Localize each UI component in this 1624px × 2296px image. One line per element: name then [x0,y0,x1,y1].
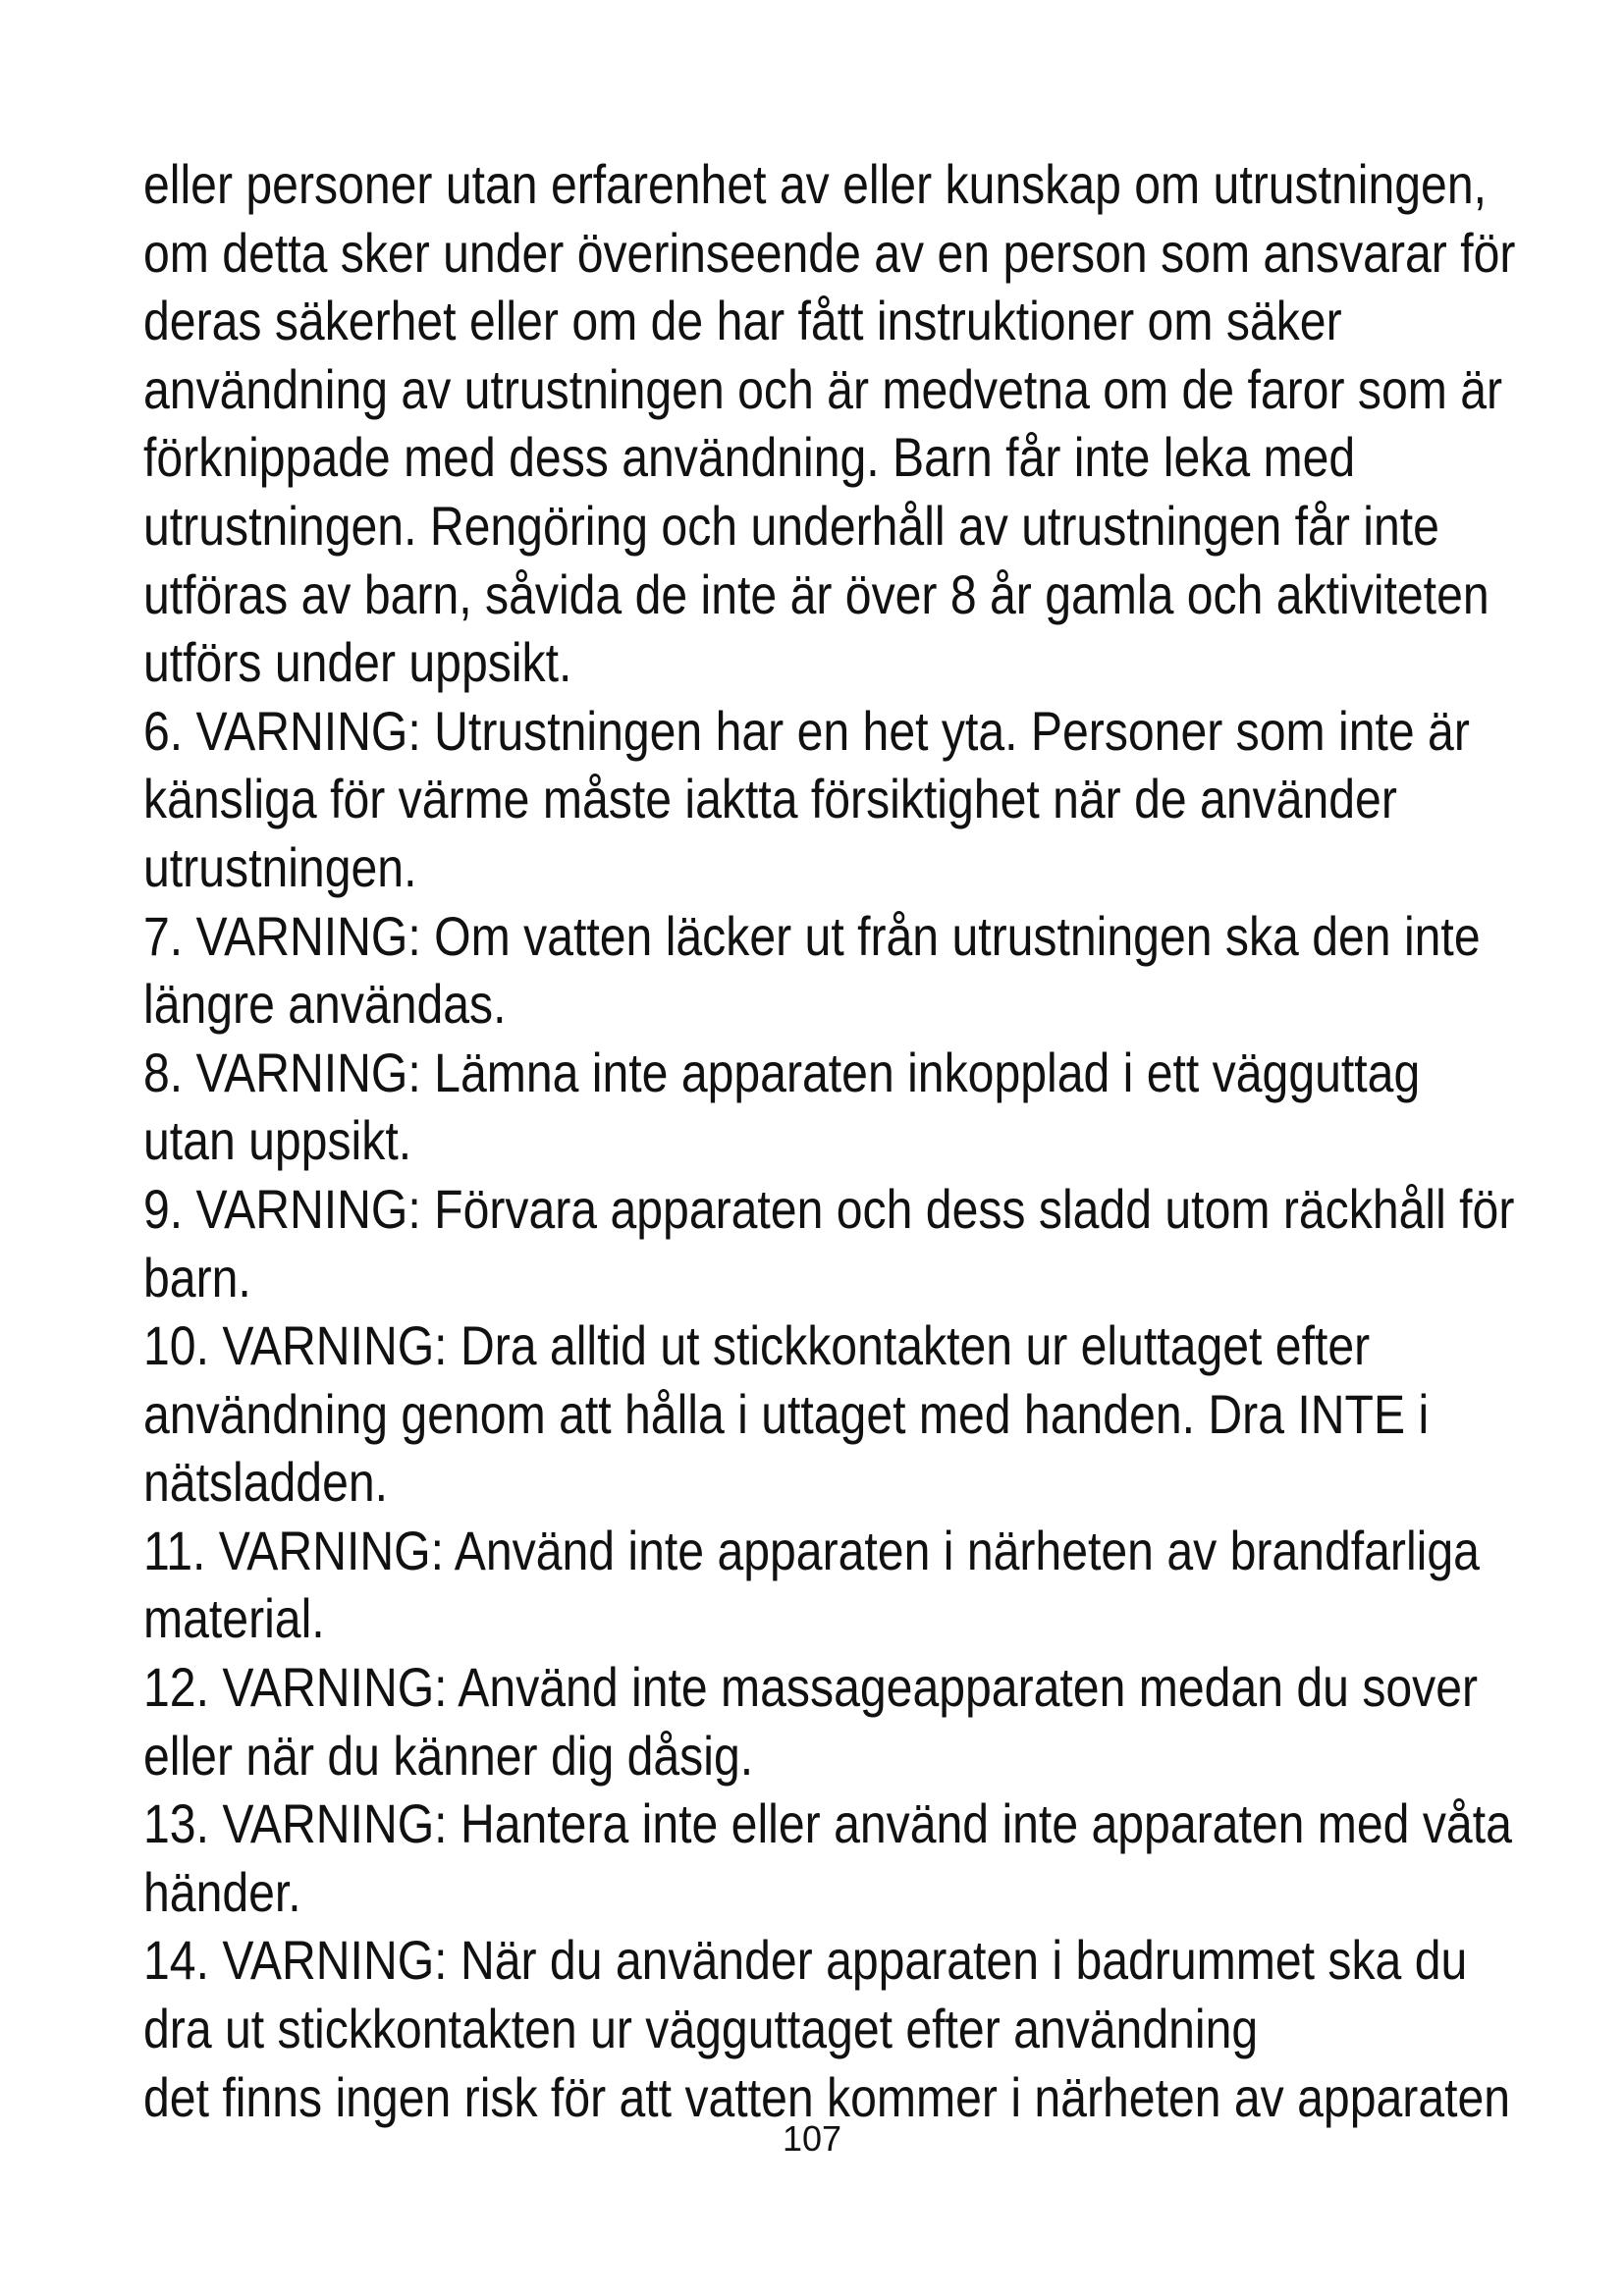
warning-9: 9. VARNING: Förvara apparaten och dess sladd utom räckhåll för [143,1177,1515,1240]
warning-7: 7. VARNING: Om vatten läcker ut från utrustningen ska den inte [143,904,1481,967]
text-line: utrustningen. Rengöring och underhåll av utrustningen får inte [143,494,1439,557]
warning-14: 14. VARNING: När du använder apparaten i badrummet ska du [143,1929,1468,1992]
page-number: 107 [782,2118,842,2159]
text-line: längre användas. [143,973,507,1036]
text-line: deras säkerhet eller om de har fått instruktioner om säker [143,290,1342,352]
warning-8: 8. VARNING: Lämna inte apparaten inkopplad i ett vägguttag [143,1041,1421,1103]
text-line: användning av utrustningen och är medvetna om de faror som är [143,357,1503,420]
text-line: utförs under uppsikt. [143,631,572,694]
text-line: utföras av barn, såvida de inte är över 8 år gamla och aktiviteten [143,562,1489,625]
warning-10: 10. VARNING: Dra alltid ut stickkontakten ur eluttaget efter [143,1314,1371,1377]
warning-11: 11. VARNING: Använd inte apparaten i närheten av brandfarliga [143,1519,1480,1581]
warning-6: 6. VARNING: Utrustningen har en het yta. Personer som inte är [143,699,1470,762]
text-line: om detta sker under överinseende av en person som ansvarar för [143,221,1516,284]
text-line: eller personer utan erfarenhet av eller kunskap om utrustningen, [143,153,1488,215]
text-line: förknippade med dess användning. Barn får inte leka med [143,426,1356,489]
text-line: barn. [143,1246,251,1308]
warning-12: 12. VARNING: Använd inte massageapparaten medan du sover [143,1656,1479,1719]
warning-13: 13. VARNING: Hantera inte eller använd inte apparaten med våta [143,1792,1512,1855]
text-line: utan uppsikt. [143,1109,412,1172]
body-text [143,150,1547,2131]
text-line: det finns ingen risk för att vatten kommer i närheten av apparaten [143,2065,1511,2128]
text-line: eller när du känner dig dåsig. [143,1724,754,1787]
text-line: material. [143,1587,325,1650]
text-line: nätsladden. [143,1451,389,1514]
text-line: känsliga för värme måste iaktta försiktighet när de använder [143,768,1397,830]
text-line: användning genom att hålla i uttaget med handen. Dra INTE i [143,1382,1430,1445]
text-line: händer. [143,1860,301,1923]
text-line: dra ut stickkontakten ur vägguttaget efter användning [143,1998,1259,2060]
text-line: utrustningen. [143,835,417,898]
